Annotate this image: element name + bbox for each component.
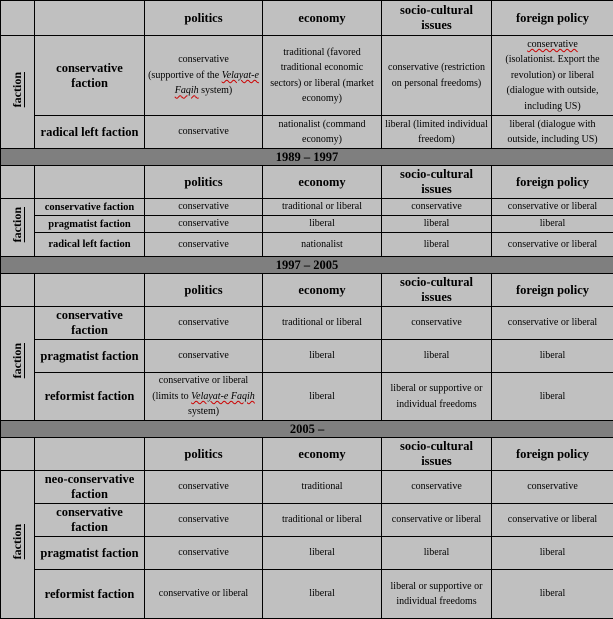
foreign-policy-cell: conservative or liberal bbox=[492, 233, 613, 257]
economy-cell: nationalist bbox=[263, 233, 382, 257]
politics-cell: conservative bbox=[145, 471, 263, 504]
economy-cell: traditional (favored traditional economic sectors) or liberal (market economy) bbox=[263, 36, 382, 116]
economy-cell: liberal bbox=[263, 537, 382, 570]
politics-cell: conservative bbox=[145, 116, 263, 149]
header-foreign-policy: foreign policy bbox=[492, 438, 613, 471]
period-title: 2005 – bbox=[1, 421, 613, 438]
foreign-policy-cell: liberal bbox=[492, 570, 613, 619]
corner-cell bbox=[1, 1, 35, 36]
socio-cultural-cell: liberal bbox=[382, 340, 492, 373]
faction-name: conservative faction bbox=[35, 36, 145, 116]
faction-name: conservative faction bbox=[35, 199, 145, 216]
faction-name: pragmatist faction bbox=[35, 340, 145, 373]
table-row bbox=[1, 570, 613, 619]
faction-name: radical left faction bbox=[35, 116, 145, 149]
header-socio-cultural: socio-cultural issues bbox=[382, 438, 492, 471]
faction-side-label: faction bbox=[1, 471, 35, 619]
header-socio-cultural: socio-cultural issues bbox=[382, 166, 492, 199]
foreign-policy-cell: liberal (dialogue with outside, including US) bbox=[492, 116, 613, 149]
politics-cell: conservative bbox=[145, 199, 263, 216]
table-row bbox=[1, 373, 613, 421]
politics-cell: conservative bbox=[145, 537, 263, 570]
socio-cultural-cell: conservative bbox=[382, 199, 492, 216]
foreign-policy-cell: conservative or liberal bbox=[492, 307, 613, 340]
header-row bbox=[1, 438, 613, 471]
faction-name: pragmatist faction bbox=[35, 216, 145, 233]
faction-side-label: faction bbox=[1, 307, 35, 421]
socio-cultural-cell: conservative bbox=[382, 307, 492, 340]
economy-cell: liberal bbox=[263, 570, 382, 619]
politics-cell: conservative or liberal bbox=[145, 570, 263, 619]
economy-cell: traditional or liberal bbox=[263, 307, 382, 340]
header-economy: economy bbox=[263, 438, 382, 471]
conservative-term: conservative bbox=[527, 38, 578, 50]
corner-cell bbox=[1, 166, 35, 199]
economy-cell: nationalist (command economy) bbox=[263, 116, 382, 149]
socio-cultural-cell: liberal bbox=[382, 216, 492, 233]
header-row bbox=[1, 274, 613, 307]
header-economy: economy bbox=[263, 1, 382, 36]
faction-side-label: faction bbox=[1, 199, 35, 257]
foreign-policy-cell: conservative bbox=[492, 471, 613, 504]
foreign-policy-cell: liberal bbox=[492, 340, 613, 373]
table-row bbox=[1, 199, 613, 216]
politics-cell: conservative (supportive of the Velayat-e Faqih system) bbox=[145, 36, 263, 116]
table-row bbox=[1, 216, 613, 233]
period-row bbox=[1, 149, 613, 166]
header-row bbox=[1, 1, 613, 36]
economy-cell: traditional or liberal bbox=[263, 199, 382, 216]
socio-cultural-cell: liberal (limited individual freedom) bbox=[382, 116, 492, 149]
corner-cell bbox=[35, 166, 145, 199]
foreign-policy-cell: liberal bbox=[492, 216, 613, 233]
socio-cultural-cell: conservative or liberal bbox=[382, 504, 492, 537]
socio-cultural-cell: conservative (restriction on personal freedoms) bbox=[382, 36, 492, 116]
foreign-policy-cell: conservative or liberal bbox=[492, 199, 613, 216]
corner-cell bbox=[35, 1, 145, 36]
header-politics: politics bbox=[145, 1, 263, 36]
economy-cell: liberal bbox=[263, 373, 382, 421]
politics-cell: conservative bbox=[145, 504, 263, 537]
table-row bbox=[1, 233, 613, 257]
header-socio-cultural: socio-cultural issues bbox=[382, 274, 492, 307]
socio-cultural-cell: liberal bbox=[382, 537, 492, 570]
header-economy: economy bbox=[263, 274, 382, 307]
economy-cell: traditional or liberal bbox=[263, 504, 382, 537]
faction-side-label: faction bbox=[1, 36, 35, 149]
corner-cell bbox=[35, 274, 145, 307]
table-row bbox=[1, 36, 613, 116]
faction-name: reformist faction bbox=[35, 373, 145, 421]
header-row bbox=[1, 166, 613, 199]
header-politics: politics bbox=[145, 438, 263, 471]
socio-cultural-cell: liberal or supportive or individual freedoms bbox=[382, 373, 492, 421]
faction-name: conservative faction bbox=[35, 504, 145, 537]
table-row bbox=[1, 340, 613, 373]
faction-name: pragmatist faction bbox=[35, 537, 145, 570]
politics-cell: conservative bbox=[145, 340, 263, 373]
foreign-policy-cell: liberal bbox=[492, 373, 613, 421]
table-row bbox=[1, 307, 613, 340]
header-politics: politics bbox=[145, 274, 263, 307]
faction-name: radical left faction bbox=[35, 233, 145, 257]
table-row bbox=[1, 471, 613, 504]
velayat-e-faqih-term: Velayat-e Faqih bbox=[191, 390, 255, 402]
header-politics: politics bbox=[145, 166, 263, 199]
period-row bbox=[1, 257, 613, 274]
header-socio-cultural: socio-cultural issues bbox=[382, 1, 492, 36]
economy-cell: traditional bbox=[263, 471, 382, 504]
corner-cell bbox=[35, 438, 145, 471]
foreign-policy-cell: conservative or liberal bbox=[492, 504, 613, 537]
socio-cultural-cell: liberal or supportive or individual freedoms bbox=[382, 570, 492, 619]
header-foreign-policy: foreign policy bbox=[492, 166, 613, 199]
economy-cell: liberal bbox=[263, 216, 382, 233]
header-foreign-policy: foreign policy bbox=[492, 1, 613, 36]
period-row bbox=[1, 421, 613, 438]
table-row bbox=[1, 504, 613, 537]
velayat-e-faqih-term: Velayat-e Faqih bbox=[174, 69, 259, 97]
foreign-policy-cell: conservative (isolationist. Export the revolution) or liberal (dialogue with outside, including US) bbox=[492, 36, 613, 116]
foreign-policy-cell: liberal bbox=[492, 537, 613, 570]
politics-cell: conservative bbox=[145, 307, 263, 340]
table-row bbox=[1, 537, 613, 570]
corner-cell bbox=[1, 274, 35, 307]
period-title: 1989 – 1997 bbox=[1, 149, 613, 166]
faction-name: reformist faction bbox=[35, 570, 145, 619]
faction-name: conservative faction bbox=[35, 307, 145, 340]
politics-cell: conservative bbox=[145, 216, 263, 233]
header-foreign-policy: foreign policy bbox=[492, 274, 613, 307]
economy-cell: liberal bbox=[263, 340, 382, 373]
socio-cultural-cell: liberal bbox=[382, 233, 492, 257]
faction-name: neo-conservative faction bbox=[35, 471, 145, 504]
header-economy: economy bbox=[263, 166, 382, 199]
table-row bbox=[1, 116, 613, 149]
politics-cell: conservative bbox=[145, 233, 263, 257]
socio-cultural-cell: conservative bbox=[382, 471, 492, 504]
corner-cell bbox=[1, 438, 35, 471]
politics-cell: conservative or liberal (limits to Velayat-e Faqih system) bbox=[145, 373, 263, 421]
period-title: 1997 – 2005 bbox=[1, 257, 613, 274]
